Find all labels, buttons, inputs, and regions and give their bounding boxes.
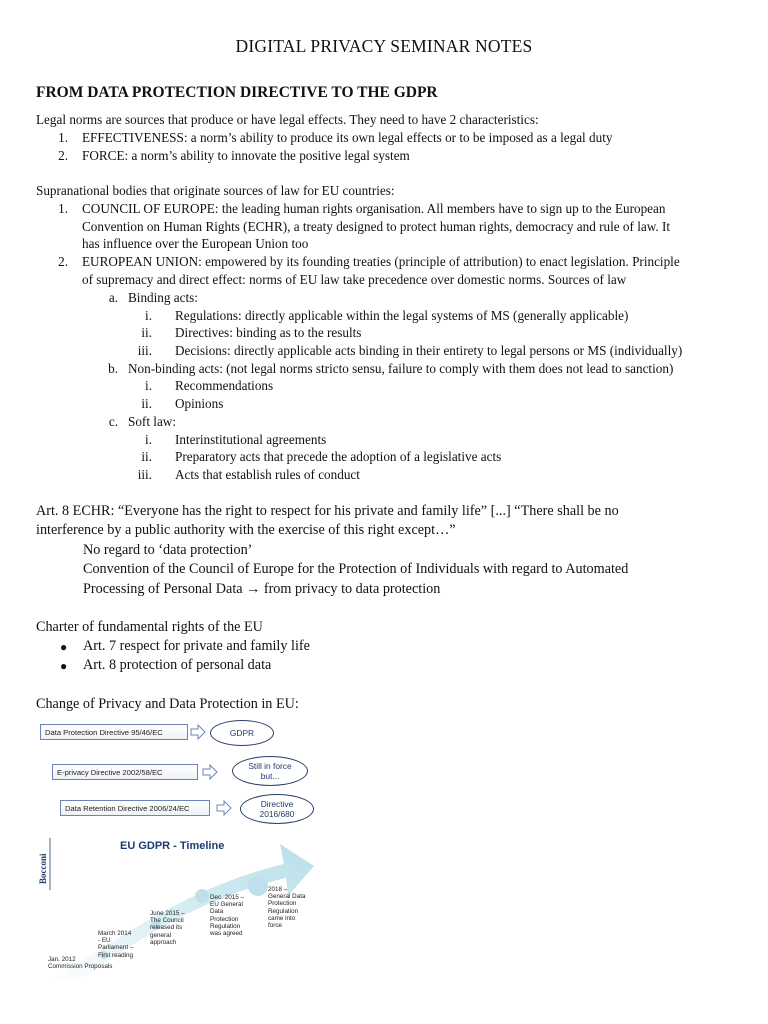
regulations-item: Regulations: directly applicable within the legal systems of MS (generally applicable) <box>175 308 629 323</box>
effectiveness-item: EFFECTIVENESS: a norm’s ability to produce its own legal effects or to be imposed as a legal duty <box>82 130 613 145</box>
oval-text: Still in force <box>248 761 292 771</box>
list-number: 1. <box>58 130 68 145</box>
arrow-right-icon <box>216 800 232 816</box>
force-item: FORCE: a norm’s ability to innovate the positive legal system <box>82 148 410 163</box>
convention-line-2: Processing of Personal Data → from privacy to data protection <box>83 581 441 597</box>
list-roman: ii. <box>141 325 152 340</box>
directives-item: Directives: binding as to the results <box>175 325 362 340</box>
timeline-event-2015-dec: Dec. 2015 – EU General Data Protection Regulation was agreed <box>210 894 244 938</box>
list-number: 2. <box>58 148 68 163</box>
interinstitutional-item: Interinstitutional agreements <box>175 432 327 447</box>
echr-quote-line-1: Art. 8 ECHR: “Everyone has the right to respect for his private and family life” [...] “There shall be no <box>36 503 619 519</box>
section-heading: FROM DATA PROTECTION DIRECTIVE TO THE GDPR <box>36 84 438 101</box>
list-letter: b. <box>108 361 118 376</box>
non-binding-acts-label: Non-binding acts: (not legal norms stricto sensu, failure to comply with them does not lead to sanction) <box>128 361 674 376</box>
list-roman: i. <box>145 378 152 393</box>
privacy-change-diagram <box>36 718 316 982</box>
coe-line-2: Convention on Human Rights (ECHR), a treaty designed to protect human rights, democracy and rule of law. It <box>82 219 671 234</box>
timeline-event-2015-june: June 2015 – The Council released its general approach <box>150 910 185 946</box>
decisions-item: Decisions: directly applicable acts binding in their entirety to legal persons or MS (individually) <box>175 343 683 358</box>
gdpr-timeline <box>36 830 316 982</box>
still-in-force-oval <box>232 756 308 786</box>
charter-title: Charter of fundamental rights of the EU <box>36 619 263 635</box>
bullet-icon: ● <box>60 640 68 654</box>
timeline-event-2012: Jan. 2012 Commission Proposals <box>48 956 113 971</box>
coe-line-3: has influence over the European Union too <box>82 236 309 251</box>
timeline-event-2018: 2018 – General Data Protection Regulation came into force <box>268 886 306 930</box>
timeline-dot <box>248 876 268 896</box>
list-roman: iii. <box>137 467 152 482</box>
list-letter: a. <box>108 290 118 305</box>
timeline-title: EU GDPR - Timeline <box>120 840 225 852</box>
charter-art-7: Art. 7 respect for private and family life <box>83 638 310 654</box>
list-roman: ii. <box>141 396 152 411</box>
change-title: Change of Privacy and Data Protection in EU: <box>36 696 299 712</box>
opinions-item: Opinions <box>175 396 224 411</box>
recommendations-item: Recommendations <box>175 378 274 393</box>
eu-line-1: EUROPEAN UNION: empowered by its founding treaties (principle of attribution) to enact legislation. Principle <box>82 254 680 269</box>
coe-line-1: COUNCIL OF EUROPE: the leading human rights organisation. All members have to sign up to the European <box>82 201 666 216</box>
preparatory-acts-item: Preparatory acts that precede the adoption of a legislative acts <box>175 449 502 464</box>
data-retention-box: Data Retention Directive 2006/24/EC <box>60 800 210 816</box>
list-roman: iii. <box>137 343 152 358</box>
document-title: DIGITAL PRIVACY SEMINAR NOTES <box>235 36 533 56</box>
oval-text: but... <box>260 771 280 781</box>
gdpr-oval <box>210 720 274 746</box>
charter-art-8: Art. 8 protection of personal data <box>83 657 272 673</box>
oval-text: Directive <box>260 799 294 809</box>
timeline-event-2014: March 2014 - EU Parliament – First reading <box>98 930 134 959</box>
bullet-icon: ● <box>60 659 68 673</box>
echr-quote-line-2: interference by a public authority with the exercise of this right except…” <box>36 522 456 538</box>
arrow-right-icon <box>202 764 218 780</box>
list-roman: i. <box>145 432 152 447</box>
list-number: 2. <box>58 254 68 269</box>
list-letter: c. <box>108 414 118 429</box>
oval-text: GDPR <box>229 728 255 738</box>
supranational-intro: Supranational bodies that originate sources of law for EU countries: <box>36 183 395 198</box>
no-regard-note: No regard to ‘data protection’ <box>83 542 253 558</box>
arrow-right-icon <box>190 724 206 740</box>
bocconi-logo: Bocconi <box>38 853 48 884</box>
timeline-dot <box>195 889 209 903</box>
eprivacy-box: E-privacy Directive 2002/58/EC <box>52 764 198 780</box>
rules-of-conduct-item: Acts that establish rules of conduct <box>175 467 360 482</box>
legal-norms-intro: Legal norms are sources that produce or have legal effects. They need to have 2 characteristics: <box>36 112 539 127</box>
oval-text: 2016/680 <box>259 809 295 819</box>
list-roman: ii. <box>141 449 152 464</box>
list-roman: i. <box>145 308 152 323</box>
binding-acts-label: Binding acts: <box>128 290 198 305</box>
list-number: 1. <box>58 201 68 216</box>
eu-line-2: of supremacy and direct effect: norms of EU law take precedence over domestic norms. Sources of law <box>82 272 627 287</box>
soft-law-label: Soft law: <box>128 414 176 429</box>
convention-line-1: Convention of the Council of Europe for the Protection of Individuals with regard to Automated <box>83 561 629 577</box>
directive-2016-oval <box>240 794 314 824</box>
dpd-box: Data Protection Directive 95/46/EC <box>40 724 188 740</box>
